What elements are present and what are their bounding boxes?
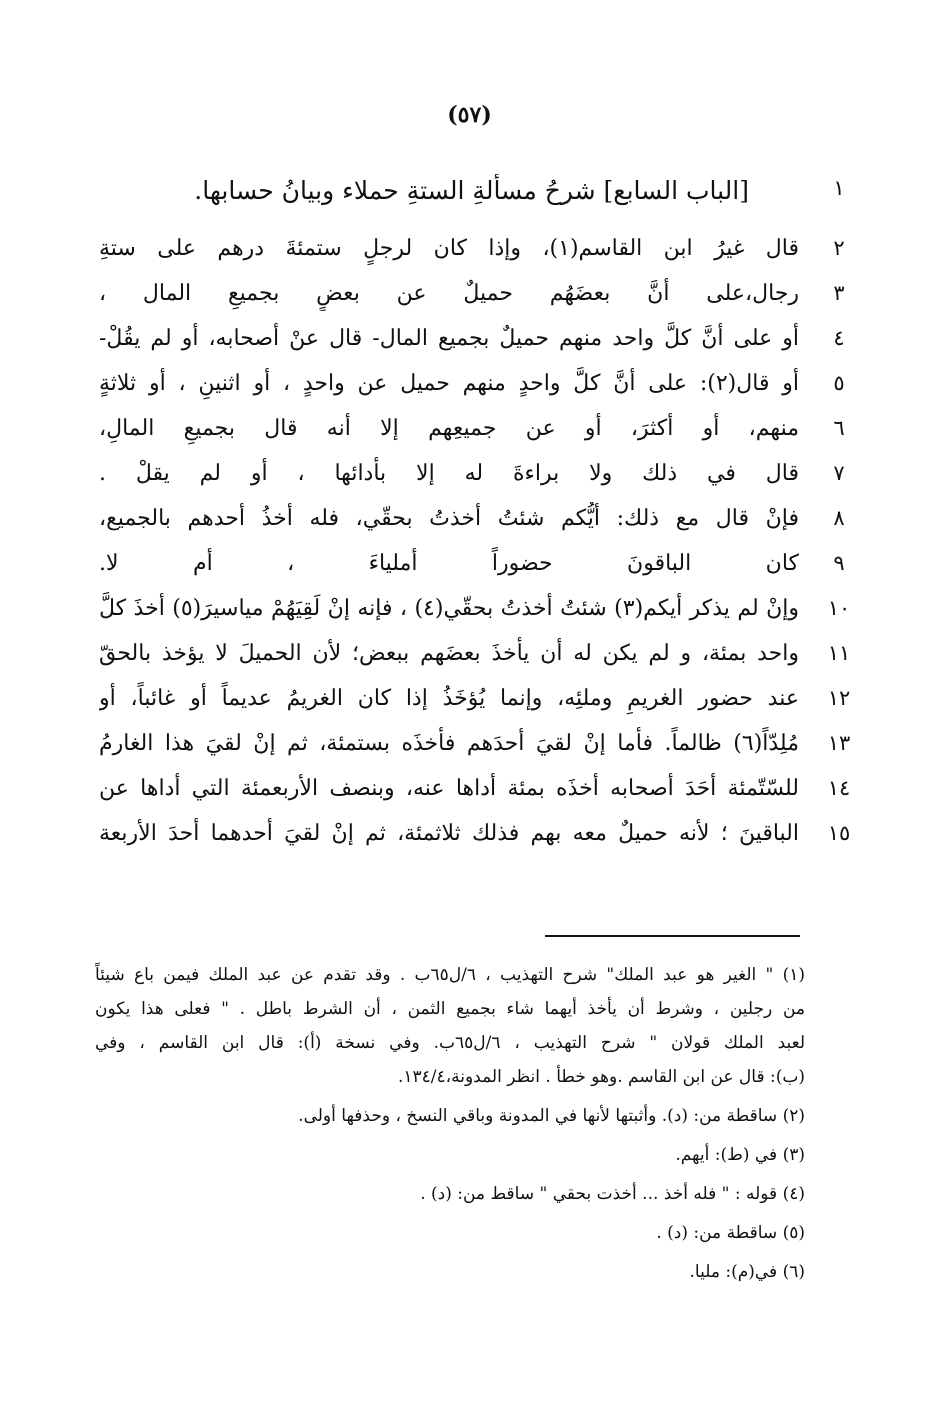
line-number: ١٥	[827, 821, 851, 845]
chapter-heading: [الباب السابع] شرحُ مسألةِ الستةِ حملاء وبيانُ حسابها.	[194, 176, 749, 205]
footnote-4: (٤) قوله : " فله أخذ ... أخذت بحقي " ساقط من: (د) .	[420, 1184, 805, 1204]
text-line	[0, 723, 939, 768]
text-line	[0, 543, 939, 588]
line-text: مُلِدّاً(٦) ظالماً. فأما إنْ لقيَ أحدَهم فأخذَه بستمئة، ثم إنْ لقيَ هذا الغارمُ	[99, 731, 799, 756]
line-number: ١١	[827, 641, 851, 665]
footnotes	[95, 958, 805, 1289]
line-text: كان الباقونَ حضوراً أملياءَ ، أم لا.	[99, 551, 799, 576]
line-text: أو على أنَّ كلَّ واحد منهم حميلٌ بجميع المال- قال عنْ أصحابه، أو لم يقُلْ-	[99, 326, 799, 351]
line-number: ٣	[833, 281, 845, 305]
text-line	[0, 588, 939, 633]
text-line	[0, 678, 939, 723]
footnote-1-line: من رجلين ، وشرط أن يأخذ أيهما شاء بجميع الثمن ، أن الشرط باطل . " فعلى هذا يكون	[95, 999, 805, 1019]
footnote-6: (٦) في(م): مليا.	[689, 1262, 805, 1282]
text-line	[0, 408, 939, 453]
line-text: قال في ذلك ولا براءةَ له إلا بأدائها ، أو لم يقلْ .	[99, 461, 799, 486]
footnote-3: (٣) في (ط): أيهم.	[675, 1145, 805, 1165]
text-line	[0, 363, 939, 408]
text-line	[0, 453, 939, 498]
line-text: للسّتّمئة أحَدَ أصحابه أخذَه بمئة أداها عنه، وبنصف الأربعمئة التي أداها عن	[99, 776, 799, 801]
chapter-heading-line	[0, 168, 939, 228]
line-text: الباقينَ ؛ لأنه حميلٌ معه بهم فذلك ثلاثمئة، ثم إنْ لقيَ أحدهما أحدَ الأربعة	[99, 821, 799, 846]
footnote-1-line: لعبد الملك قولان " شرح التهذيب ، ٦/ل٦٥ب. وفي نسخة (أ): قال ابن القاسم ، وفي	[95, 1033, 805, 1053]
line-number: ٥	[833, 371, 845, 395]
text-line	[0, 498, 939, 543]
line-number: ١٠	[827, 596, 851, 620]
text-line	[0, 318, 939, 363]
line-number: ٩	[833, 551, 845, 575]
footnote-2: (٢) ساقطة من: (د). وأثبتها لأنها في المدونة وباقي النسخ ، وحذفها أولى.	[298, 1106, 805, 1126]
text-line	[0, 228, 939, 273]
line-number: ٧	[833, 461, 845, 485]
text-line	[0, 633, 939, 678]
footnote-1-line: (ب): قال عن ابن القاسم .وهو خطأ . انظر المدونة،١٣٤/٤.	[397, 1067, 805, 1087]
line-text: فإنْ قال مع ذلك: أيُّكم شئتُ أخذتُ بحقّي، فله أخذُ أحدهم بالجميع،	[99, 506, 799, 531]
line-number: ٢	[833, 236, 845, 260]
line-text: واحد بمئة، و لم يكن له أن يأخذَ بعضَهم ببعض؛ لأن الحميلَ لا يؤخذ بالحقّ	[99, 641, 799, 666]
line-text: عند حضور الغريمِ وملئِه، وإنما يُؤخَذُ إذا كان الغريمُ عديماً أو غائباً، أو	[99, 686, 799, 711]
line-number: ٨	[833, 506, 845, 530]
line-text: رجال،على أنَّ بعضَهُم حميلٌ عن بعضٍ بجميعِ المال ،	[99, 281, 799, 306]
line-text: وإنْ لم يذكر أيكم(٣) شئتُ أخذتُ بحقّي(٤) ، فإنه إنْ لَقِيَهُمْ مياسيرَ(٥) أخذَ كلَّ	[99, 596, 799, 621]
page-number: (٥٧)	[447, 102, 492, 128]
line-text: منهم، أو أكثرَ، أو عن جميعِهم إلا أنه قال بجميعِ المالِ،	[99, 416, 799, 441]
line-number: ١٤	[827, 776, 851, 800]
line-number: ١٣	[827, 731, 851, 755]
line-number: ٤	[833, 326, 845, 350]
line-text: قال غيرُ ابن القاسم(١)، وإذا كان لرجلٍ ستمئةَ درهم على ستةِ	[99, 236, 799, 261]
line-number: ١	[833, 176, 845, 200]
text-line	[0, 273, 939, 318]
line-number: ٦	[833, 416, 845, 440]
footnote-1-line: (١) " الغير هو عبد الملك" شرح التهذيب ، ٦/ل٦٥ب . وقد تقدم عن عبد الملك فيمن باع شيئاً	[95, 965, 805, 985]
line-number: ١٢	[827, 686, 851, 710]
text-line	[0, 768, 939, 813]
line-text: أو قال(٢): على أنَّ كلَّ واحدٍ منهم حميل عن واحدٍ ، أو اثنينِ ، أو ثلاثةٍ	[99, 371, 799, 396]
body-text	[0, 168, 939, 858]
footnote-5: (٥) ساقطة من: (د) .	[656, 1223, 805, 1243]
footnote-divider	[545, 935, 800, 937]
text-line	[0, 813, 939, 858]
